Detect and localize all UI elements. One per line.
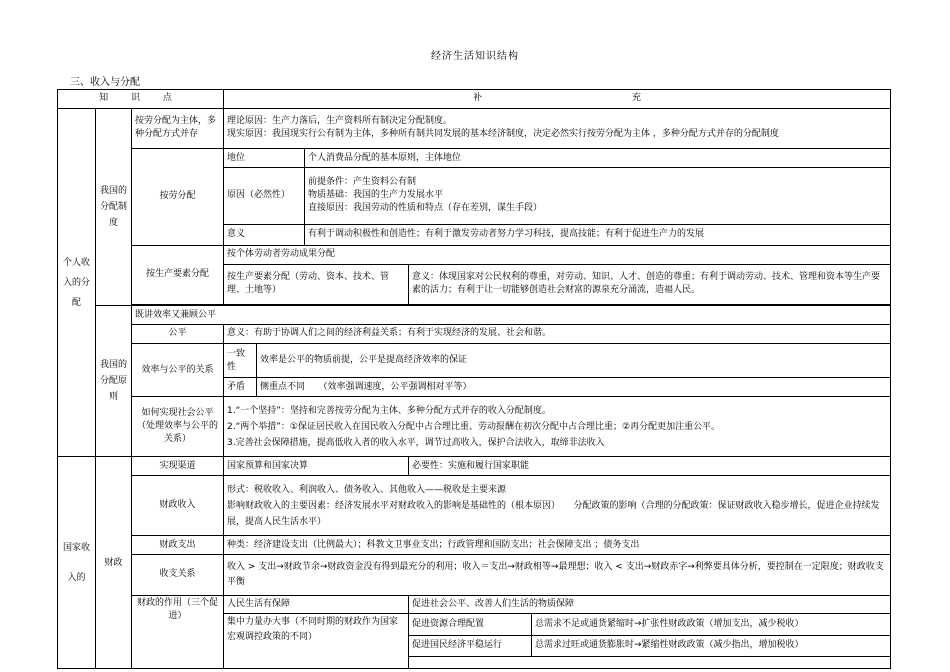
- meaning-value: 有利于调动积极性和创造性；有利于激发劳动者努力学习科技，提高技能；有利于促进生产力的发展: [305, 224, 891, 245]
- revenue-factors: 影响财政收入的主要因素：经济发展水平对财政收入的影响是基础性的（根本原因） 分配政策的影响（合理的分配政策：保证财政收入稳步增长，促进企业持续发展，提高人民生活水平）: [227, 500, 880, 527]
- factor-description: 按个体劳动者劳动成果分配: [224, 245, 891, 264]
- factor-sub-label: 按生产要素分配（劳动、资本、技术、管理、土地等）: [224, 264, 409, 304]
- knowledge-table: [57, 89, 891, 669]
- table-row: [58, 325, 891, 344]
- distribution-principle-label: 我国的分配原则: [96, 306, 132, 457]
- revenue-content: [224, 476, 891, 536]
- channel-key: 实现渠道: [132, 457, 224, 476]
- fairness-key: 公平: [132, 325, 224, 344]
- role-people-life: 人民生活有保障: [224, 595, 409, 614]
- how-item-3: 3.完善社会保障措施，提高低收入者的收入水平，调节过高收入，保护合法收入，取缔非法收入: [227, 437, 605, 448]
- table-row: [58, 397, 891, 457]
- efficiency-fairness: 既讲效率又兼顾公平: [132, 306, 891, 325]
- contradiction-key: 矛盾: [224, 378, 257, 397]
- role-social-fairness: 促进社会公平、改善人们生活的物质保障: [409, 595, 891, 614]
- role-big-things: 集中力量办大事（不同时期的财政作为国家宏观调控政策的不同）: [224, 614, 409, 669]
- distribution-system-label: 我国的分配制度: [96, 108, 132, 305]
- expenditure-value: 种类：经济建设支出（比例最大）；科教文卫事业支出；行政管理和国防支出；社会保障支出 ；债务支出: [224, 536, 891, 555]
- how-fairness-content: [224, 397, 891, 457]
- relation-label: 效率与公平的关系: [132, 343, 224, 396]
- labor-distribution-label: 按劳分配: [132, 149, 224, 246]
- section-heading: 三、收入与分配: [70, 77, 140, 88]
- reason-key: 原因（必然性）: [224, 167, 305, 224]
- consistency-value: 效率是公平的物质前提，公平是提高经济效率的保证: [257, 343, 891, 377]
- expenditure-key: 财政支出: [132, 536, 224, 555]
- header-supplement: 补 充: [224, 90, 891, 109]
- revenue-key: 财政收入: [132, 476, 224, 536]
- how-fairness-label: 如何实现社会公平（处理效率与公平的关系）: [132, 397, 224, 457]
- role-tight-policy: 总需求过旺或通货膨胀时→紧缩性财政政策（减少指出，增加税收）: [532, 635, 891, 656]
- meaning-key: 意义: [224, 224, 305, 245]
- header-row: [58, 90, 891, 109]
- reason-value: 前提条件：产生资料公有制 物质基础：我国的生产力发展水平 直接原因：我国劳动的性质和特点（存在差别，谋生手段）: [305, 167, 891, 224]
- table-row: [58, 457, 891, 476]
- consistency-key: 一致性: [224, 343, 257, 377]
- fairness-value: 意义：有助于协调人们之间的经济利益关系；有利于实现经济的发展、社会和谐。: [224, 325, 891, 344]
- table-row: [58, 343, 891, 377]
- main-principle-content: 理论原因：生产力落后，生产资料所有制决定分配制度。 现实原因：我国现实行公有制为主体，多种所有制共同发展的基本经济制度，决定必然实行按劳分配为主体 ，多种分配方式并存的分配制度: [224, 108, 891, 148]
- header-knowledge-point: 知 识 点: [58, 90, 224, 109]
- contradiction-value: 侧重点不同 （效率强调速度，公平强调相对平等）: [257, 378, 891, 397]
- channel-value-2: 必要性：实施和履行国家职能: [409, 457, 891, 476]
- document-title: 经济生活知识结构: [431, 51, 519, 62]
- balance-value: 收入 > 支出→财政节余→财政资金没有得到最充分的利用；收入＝支出→财政相等→最理想；收入 < 支出→财政赤字→利弊要具体分析，要控制在一定限度；财政收支平衡: [224, 555, 891, 595]
- finance-role-label: 财政的作用（三个促进）: [132, 595, 224, 668]
- national-income-label: 国家收入的: [58, 457, 96, 669]
- table-row: [58, 555, 891, 595]
- role-expansionary-policy: 总需求不足或通货紧缩时→扩张性财政政策（增加支出，减少税收）: [532, 614, 891, 635]
- channel-value-1: 国家预算和国家决算: [224, 457, 409, 476]
- factor-distribution-label: 按生产要素分配: [132, 245, 224, 304]
- how-item-2: 2.“两个举措”：①保证居民收入在国民收入分配中占合理比重、劳动报酬在初次分配中占合理比重；②再分配更加注重公平。: [227, 421, 721, 432]
- table-row: [58, 595, 891, 614]
- table-row: [58, 149, 891, 168]
- role-resource-allocation: 促进资源合理配置: [409, 614, 532, 635]
- table-row: [58, 245, 891, 264]
- main-principle-label: 按劳分配为主体，多种分配方式并存: [132, 108, 224, 148]
- factor-meaning: 意义：体现国家对公民权利的尊重，对劳动、知识、人才、创造的尊重；有利于调动劳动、技术、管理和资本等生产要素的活力；有利于让一切能够创造社会财富的源泉充分涌流，造福人民。: [409, 264, 891, 304]
- table-row: [58, 536, 891, 555]
- table-row: [58, 476, 891, 536]
- status-key: 地位: [224, 149, 305, 168]
- finance-label: 财政: [96, 457, 132, 669]
- table-row: [58, 306, 891, 325]
- status-value: 个人消费品分配的基本原则，主体地位: [305, 149, 891, 168]
- personal-income-label: 个人收入的分配: [58, 108, 96, 456]
- how-item-1: 1.“一个坚持”：坚持和完善按劳分配为主体、多种分配方式并存的收入分配制度。: [227, 405, 551, 416]
- table-row: [58, 108, 891, 148]
- balance-key: 收支关系: [132, 555, 224, 595]
- role-stable-economy: 促进国民经济平稳运行: [409, 635, 532, 656]
- revenue-forms: 形式：税收收入、利润收入、债务收入、其他收入——税收是主要来源: [227, 484, 507, 495]
